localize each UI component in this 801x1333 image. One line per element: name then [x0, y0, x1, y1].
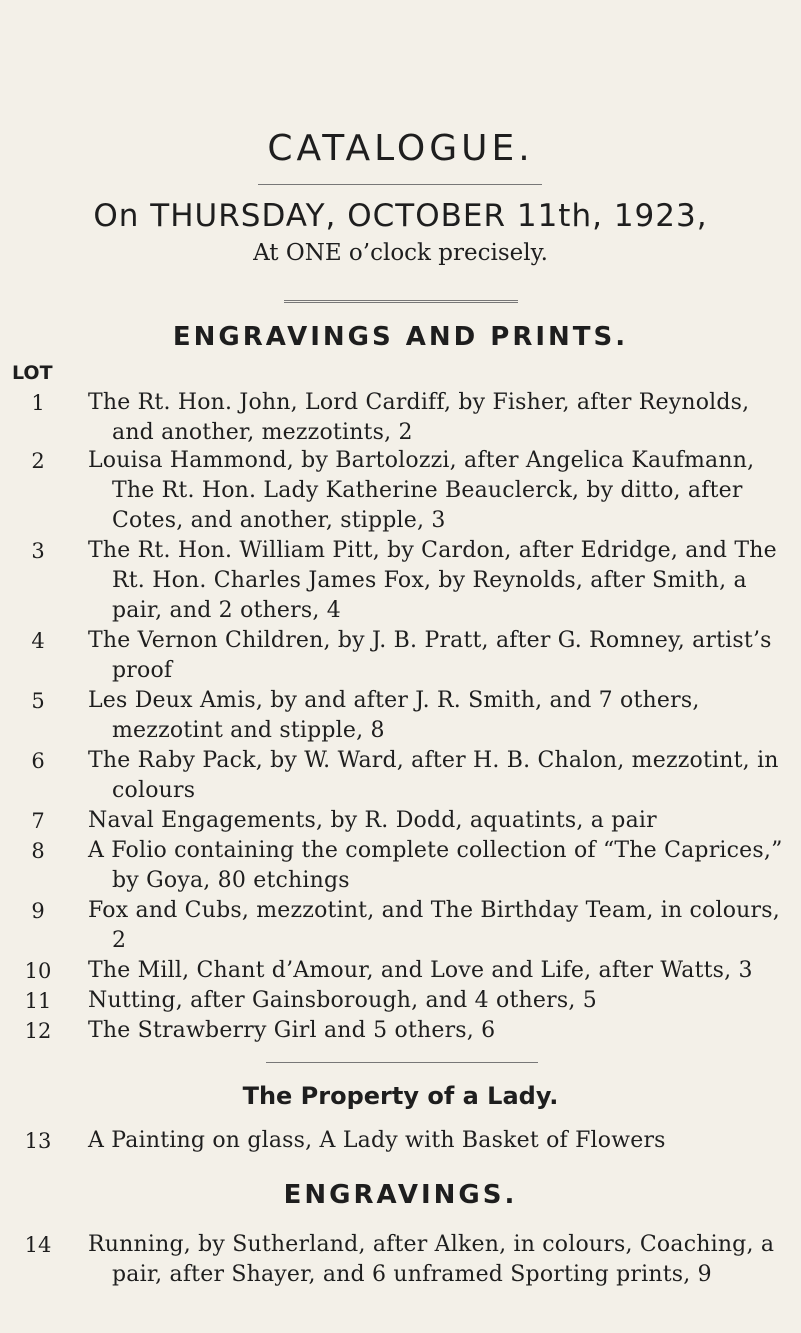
sale-time: At ONE o’clock precisely.: [253, 240, 548, 266]
lot-description: The Rt. Hon. William Pitt, by Cardon, after Edridge, and The Rt. Hon. Charles James Fox, by Reynolds, after Smith, a pair, and 2 others, 4: [88, 538, 777, 623]
section-heading-engravings-prints: ENGRAVINGS AND PRINTS.: [172, 322, 629, 352]
section-heading-engravings: ENGRAVINGS.: [283, 1180, 518, 1210]
sale-date: On THURSDAY, OCTOBER 11th, 1923,: [93, 198, 708, 234]
title-rule: [258, 184, 542, 185]
lot-description: Louisa Hammond, by Bartolozzi, after Angelica Kaufmann, The Rt. Hon. Lady Katherine Beauclerck, by ditto, after Cotes, and another, stipple, 3: [88, 448, 755, 533]
lot-number: 9: [31, 899, 45, 923]
catalogue-title: CATALOGUE.: [267, 128, 534, 169]
lot-description: Naval Engagements, by R. Dodd, aquatints, a pair: [88, 808, 657, 833]
property-rule: [266, 1062, 538, 1063]
lot-description: The Strawberry Girl and 5 others, 6: [88, 1018, 496, 1043]
lot-description: The Vernon Children, by J. B. Pratt, after G. Romney, artist’s proof: [88, 628, 772, 683]
lot-number: 8: [31, 839, 45, 863]
lot-description: Running, by Sutherland, after Alken, in colours, Coaching, a pair, after Shayer, and 6 unframed Sporting prints, 9: [88, 1232, 775, 1287]
lot-number: 11: [24, 989, 52, 1013]
lot-description: A Painting on glass, A Lady with Basket of Flowers: [88, 1128, 666, 1153]
date-rule: [284, 300, 518, 303]
lot-column-label: LOT: [12, 362, 53, 384]
lot-description: Fox and Cubs, mezzotint, and The Birthday Team, in colours, 2: [88, 898, 780, 953]
lot-description: A Folio containing the complete collection of “The Caprices,” by Goya, 80 etchings: [88, 838, 783, 893]
lot-description: The Rt. Hon. John, Lord Cardiff, by Fisher, after Reynolds, and another, mezzotints, 2: [88, 390, 750, 445]
lot-number: 10: [24, 959, 52, 983]
lot-description: Nutting, after Gainsborough, and 4 others, 5: [88, 988, 597, 1013]
lot-description: The Mill, Chant d’Amour, and Love and Life, after Watts, 3: [88, 958, 753, 983]
lot-number: 6: [31, 749, 45, 773]
lot-number: 4: [31, 629, 45, 653]
lot-number: 7: [31, 809, 45, 833]
lot-number: 1: [31, 391, 45, 415]
property-heading: The Property of a Lady.: [242, 1082, 559, 1110]
lot-number: 13: [24, 1129, 52, 1153]
lot-description: The Raby Pack, by W. Ward, after H. B. Chalon, mezzotint, in colours: [88, 748, 779, 803]
lot-number: 12: [24, 1019, 52, 1043]
lot-description: Les Deux Amis, by and after J. R. Smith, and 7 others, mezzotint and stipple, 8: [88, 688, 700, 743]
lot-number: 2: [31, 449, 45, 473]
lot-number: 5: [31, 689, 45, 713]
lot-number: 3: [31, 539, 45, 563]
lot-number: 14: [24, 1233, 52, 1257]
